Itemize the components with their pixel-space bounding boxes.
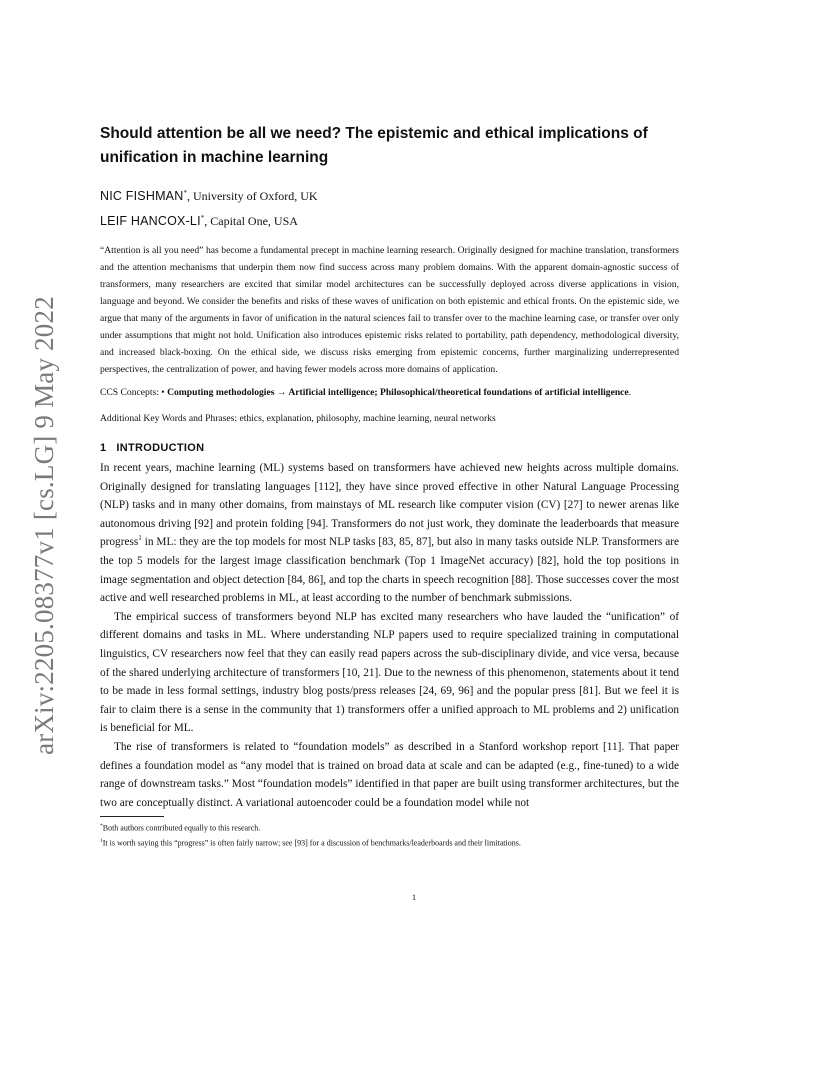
abstract: “Attention is all you need” has become a fundamental precept in machine learning research. Originally designed for machine translation, transformers and the attention mechanisms that underpin them now find success across many problem domains. With the apparent domain-agnostic success of transformers, many researchers are excited that similar model architectures can be successfully deployed across diverse applications in vision, language and beyond. We consider the benefits and risks of these waves of unification on both epistemic and ethical fronts. On the epistemic side, we argue that many of the arguments in favor of unification in the natural sciences fail to transfer over to the machine learning case, or transfer over only under assumptions that might not hold. Unification also introduces epistemic risks related to portability, path dependency, methodological diversity, and increased black-boxing. On the ethical side, we discuss risks emerging from epistemic concerns, further marginalizing underrepresented perspectives, the centralization of power, and having fewer models across more domains of application. <box>100 245 679 375</box>
paper-content <box>100 122 679 850</box>
footnote-divider <box>100 816 164 817</box>
footnote-mark: * <box>100 823 103 830</box>
footnote-mark: 1 <box>100 837 103 844</box>
footnote-text: Both authors contributed equally to this research. <box>102 823 261 833</box>
author-list <box>100 182 679 232</box>
paragraph-1 <box>100 459 679 608</box>
paper-title: Should attention be all we need? The epistemic and ethical implications of unification in machine learning <box>100 125 648 166</box>
keywords: Additional Key Words and Phrases: ethics, explanation, philosophy, machine learning, neural networks <box>100 413 496 424</box>
author-affiliation: , Capital One, USA <box>204 214 298 228</box>
section-number: 1 <box>100 442 107 454</box>
page-number: 1 <box>411 892 417 902</box>
footnote-2 <box>100 835 679 850</box>
ccs-concepts-list: Computing methodologies → Artificial intelligence; Philosophical/theoretical foundations of artificial intelligence <box>167 387 629 398</box>
author-mark: * <box>183 189 187 197</box>
author-2 <box>100 207 679 232</box>
ccs-prefix: CCS Concepts: • <box>100 387 168 398</box>
arxiv-identifier: arXiv:2205.08377v1 [cs.LG] 9 May 2022 <box>28 295 59 755</box>
author-name: LEIF HANCOX-LI <box>100 214 201 228</box>
ccs-concepts <box>100 384 679 401</box>
arxiv-stamp <box>22 290 66 760</box>
paragraph-text: in ML: they are the top models for most NLP tasks [83, 85, 87], but also in many tasks outside NLP. Transformers are the top 5 models for the largest image classification benchmark (Top 1 ImageNet accuracy) [82], hold the top positions in image segmentation and object detection [84, 86], and top the charts in speech recognition [88]. Those successes cover the most active and well researched problems in ML, at least according to the number of benchmark submissions. <box>100 536 679 605</box>
section-heading <box>100 439 679 457</box>
footnotes <box>100 820 679 849</box>
ccs-suffix: . <box>628 387 632 398</box>
author-1 <box>100 182 679 207</box>
paragraph-2: The empirical success of transformers beyond NLP has excited many researchers who have lauded the “unification” of different domains and tasks in ML. Where understanding NLP papers used to require specialized training in computational linguistics, CV researchers now feel that they can easily read papers across the sub-disciplinary divide, and vice versa, because of the shared underlying architecture of transformers [10, 21]. Due to the newness of this phenomenon, statements about it tend to be made in less formal settings, industry blog posts/press releases [24, 69, 96] and the popular press [81]. But we feel it is fair to claim there is a sense in the community that 1) transformers offer a unified approach to ML problems and 2) unification is beneficial for ML. <box>100 610 679 735</box>
author-affiliation: , University of Oxford, UK <box>186 189 318 203</box>
footnote-ref: 1 <box>138 534 142 543</box>
section-title: INTRODUCTION <box>116 442 205 454</box>
paragraph-3: The rise of transformers is related to “foundation models” as described in a Stanford workshop report [11]. That paper defines a foundation model as “any model that is trained on broad data at scale and can be adapted (e.g., fine-tuned) to a wide range of downstream tasks.” Most “foundation models” identified in that paper are built using transformer architectures, but the two are conceptually distinct. A variational autoencoder could be a foundation model while not <box>100 740 679 809</box>
section-body <box>100 459 679 812</box>
paragraph-text: In recent years, machine learning (ML) systems based on transformers have achieved new heights across multiple domains. Originally designed for translating languages [112], they have since proved effective in other Natural Language Processing (NLP) tasks and in many other domains, from mainstays of ML research like computer vision (CV) [27] to newer arenas like autonomous driving [92] and protein folding [94]. Transformers do not just work, they dominate the leaderboards that measure progress <box>100 462 679 549</box>
author-mark: * <box>200 214 205 222</box>
footnote-1 <box>100 820 679 835</box>
author-name: NIC FISHMAN <box>100 189 184 203</box>
footnote-text: It is worth saying this “progress” is often fairly narrow; see [93] for a discussion of benchmarks/leaderboards and their limitations. <box>102 838 521 848</box>
